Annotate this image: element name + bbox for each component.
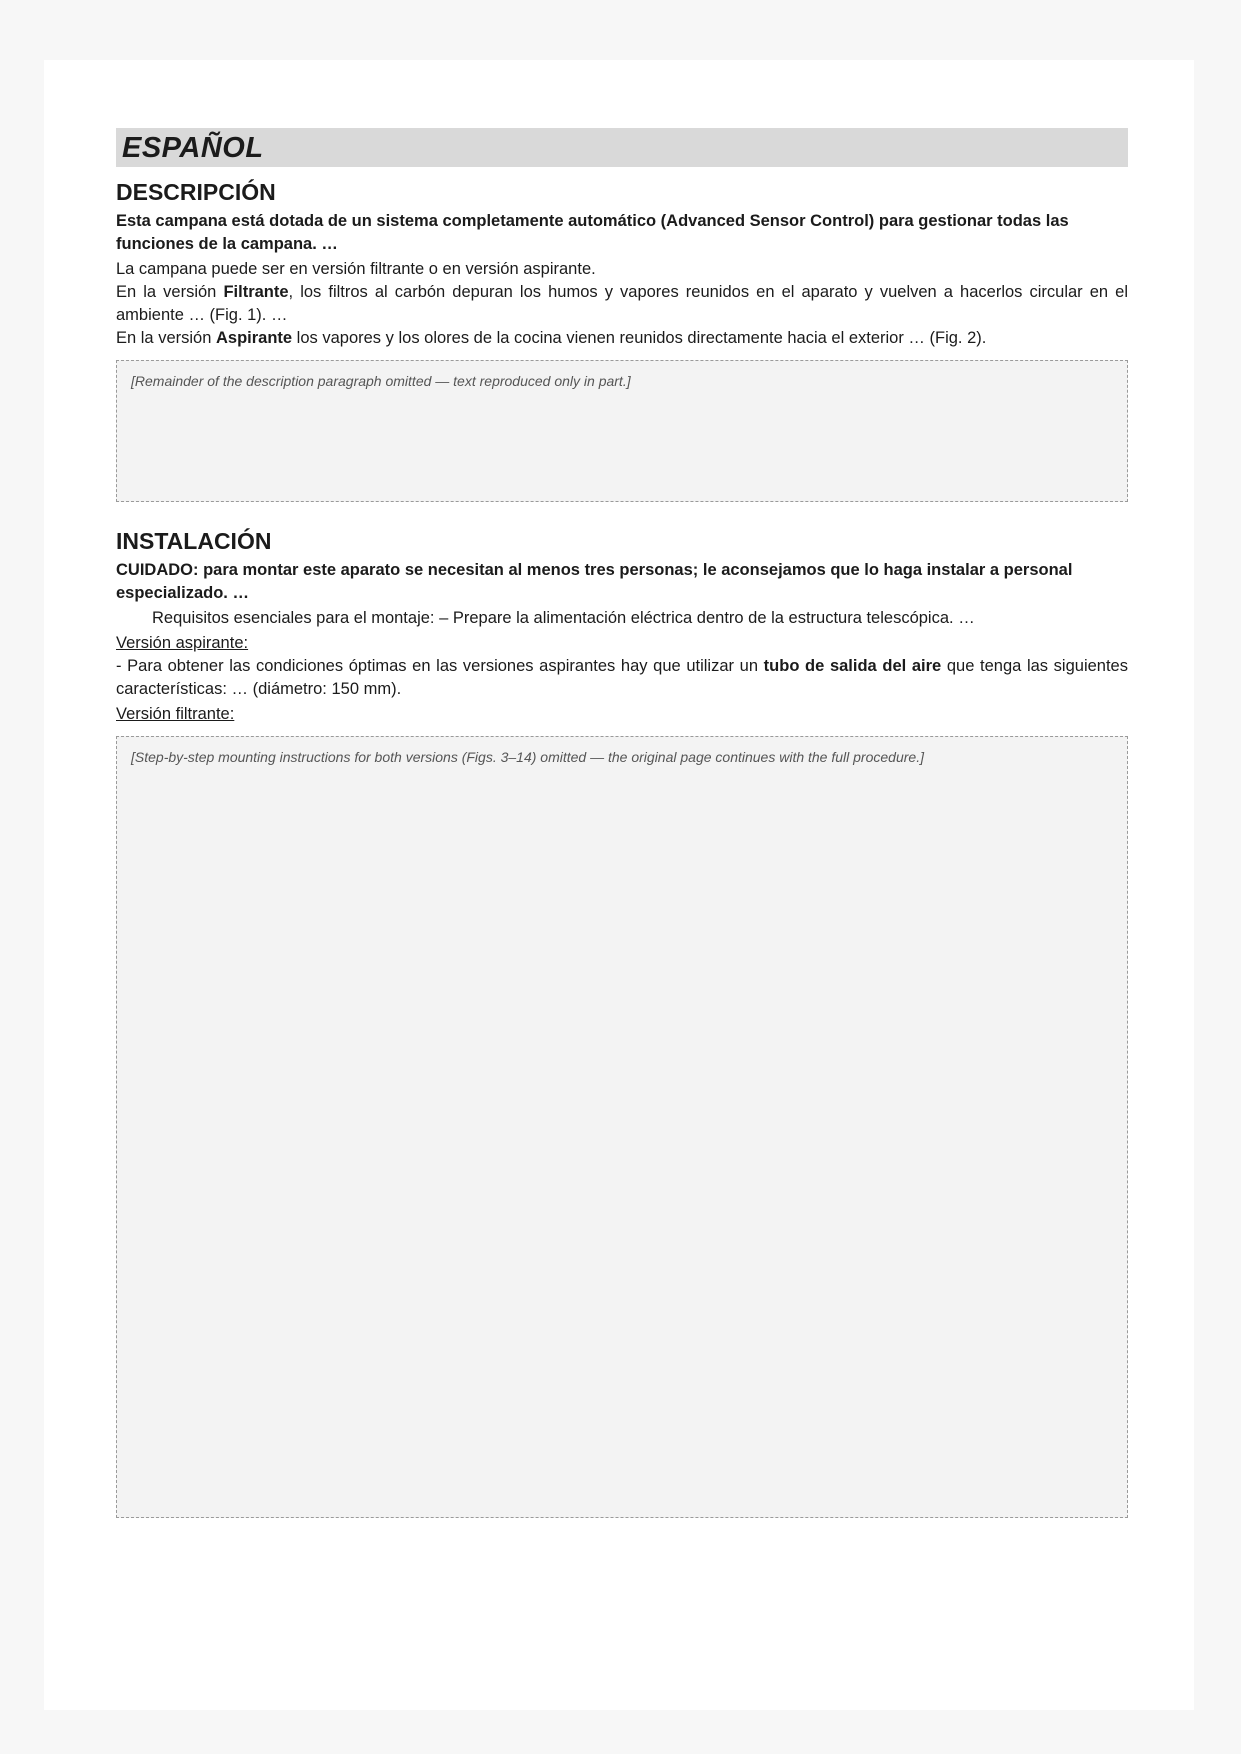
description-heading: DESCRIPCIÓN: [116, 179, 276, 205]
description-omitted-note: [Remainder of the description paragraph omitted — text reproduced only in part.]: [116, 360, 1128, 502]
filtrante-paragraph: [116, 281, 1128, 327]
subhead-version-filtrante: Versión filtrante:: [116, 705, 235, 723]
document-page: [44, 60, 1194, 1710]
subhead-version-aspirante: Versión aspirante:: [116, 634, 249, 652]
filtrante-excerpt: , los filtros al carbón depuran los humos y vapores reunidos en el aparato y vuelven a hacerlos circular en el ambiente … (Fig. 1). …: [116, 283, 1128, 324]
aspirante-prefix: En la versión: [116, 329, 212, 347]
language-title: ESPAÑOL: [122, 132, 264, 164]
aspirante-paragraph: [116, 327, 1128, 350]
installation-omitted-note: [Step-by-step mounting instructions for both versions (Figs. 3–14) omitted — the original page continues with the full procedure.]: [116, 736, 1128, 1518]
aspirante-first-suffix: que tenga las siguientes características: … (diámetro: 150 mm).: [116, 657, 1128, 698]
document-content: [116, 128, 1128, 1544]
installation-heading: INSTALACIÓN: [116, 528, 272, 554]
aspirante-excerpt: los vapores y los olores de la cocina vienen reunidos directamente hacia el exterior … (Fig. 2).: [292, 329, 987, 347]
aspirante-first-term: tubo de salida del aire: [763, 657, 942, 675]
section-installation: [116, 528, 1128, 1518]
installation-warning: CUIDADO: para montar este aparato se necesitan al menos tres personas; le aconsejamos que lo haga instalar a personal especializado. …: [116, 561, 1073, 602]
aspirante-first-prefix: - Para obtener las condiciones óptimas en las versiones aspirantes hay que utilizar un: [116, 657, 759, 675]
section-description: [116, 179, 1128, 502]
installation-requirements: Requisitos esenciales para el montaje: – Prepare la alimentación eléctrica dentro de la estructura telescópica. …: [152, 609, 975, 627]
filtrante-term: Filtrante: [223, 283, 289, 301]
language-banner: [116, 128, 1128, 167]
filtrante-prefix: En la versión: [116, 283, 217, 301]
aspirante-first-step: [116, 655, 1128, 701]
description-lead: Esta campana está dotada de un sistema completamente automático (Advanced Sensor Control) para gestionar todas las funciones de la campana. …: [116, 212, 1069, 253]
versions-line: La campana puede ser en versión filtrante o en versión aspirante.: [116, 260, 596, 278]
aspirante-term: Aspirante: [215, 329, 293, 347]
